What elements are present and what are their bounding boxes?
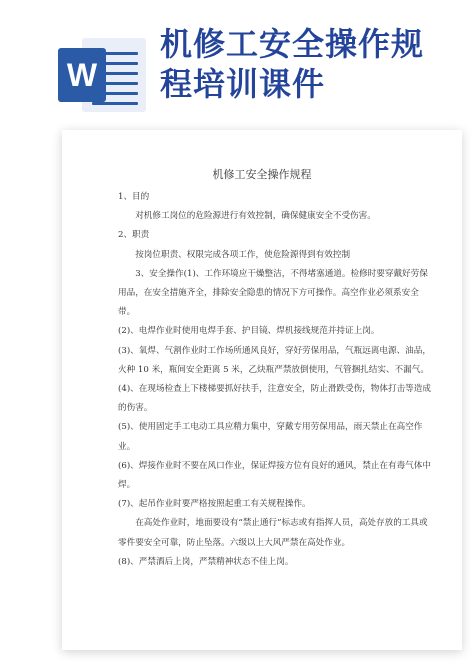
page-title-line-1: 机修工安全操作规 [160,25,425,63]
paragraph: (2)、电焊作业时使用电焊手套、护目镜、焊机接线规范并持证上岗。 [118,326,380,337]
section-heading: 1、目的 [118,192,150,202]
page-header [0,0,474,110]
paragraph: 对机修工岗位的危险源进行有效控制，确保健康安全不受伤害。 [135,211,376,222]
document-body [118,188,434,572]
paragraph: (7)、起吊作业时要严格按照起重工有关规程操作。 [118,499,311,510]
paragraph: (5)、使用固定手工电动工具应精力集中，穿戴专用劳保用品，雨天禁止在高空作业。 [118,422,423,452]
paragraph: (8)、严禁酒后上岗，严禁精神状态不佳上岗。 [118,556,294,567]
document-title: 机修工安全操作规程 [212,168,312,181]
paragraph: (6)、焊接作业时不要在风口作业，保证焊接方位有良好的通风，禁止在有毒气体中焊。 [118,460,431,491]
word-document-icon [58,38,146,112]
document-preview [62,130,462,650]
page-title-line-2: 程培训课件 [160,65,326,103]
paragraph: 按岗位职责、权限完成各项工作，使危险源得到有效控制 [135,249,351,260]
word-badge: W [58,48,106,102]
paragraph: (3)、氧焊、气割作业时工作场所通风良好，穿好劳保用品，气瓶远离电源、油品，火种 10 米，瓶间安全距离 5 米，乙炔瓶严禁放倒使用，气管捆扎结实、不漏气。 [118,345,431,375]
paragraph: 在高处作业时，地面要设有“禁止通行”标志或有指挥人员，高处存放的工具或零件要安全可靠，防止坠落。六级以上大风严禁在高处作业。 [118,518,428,548]
section-heading: 2、职责 [118,230,150,241]
page-title [160,24,470,104]
paragraph: (4)、在现场检查上下楼梯要抓好扶手，注意安全，防止滑跌受伤，物体打击等造成的伤害。 [118,384,431,414]
paragraph: 3、安全操作(1)、工作环境应干燥整洁，不得堵塞通道。检修时要穿戴好劳保用品，在安全措施齐全，排除安全隐患的情况下方可操作。高空作业必须系安全带。 [118,268,428,318]
